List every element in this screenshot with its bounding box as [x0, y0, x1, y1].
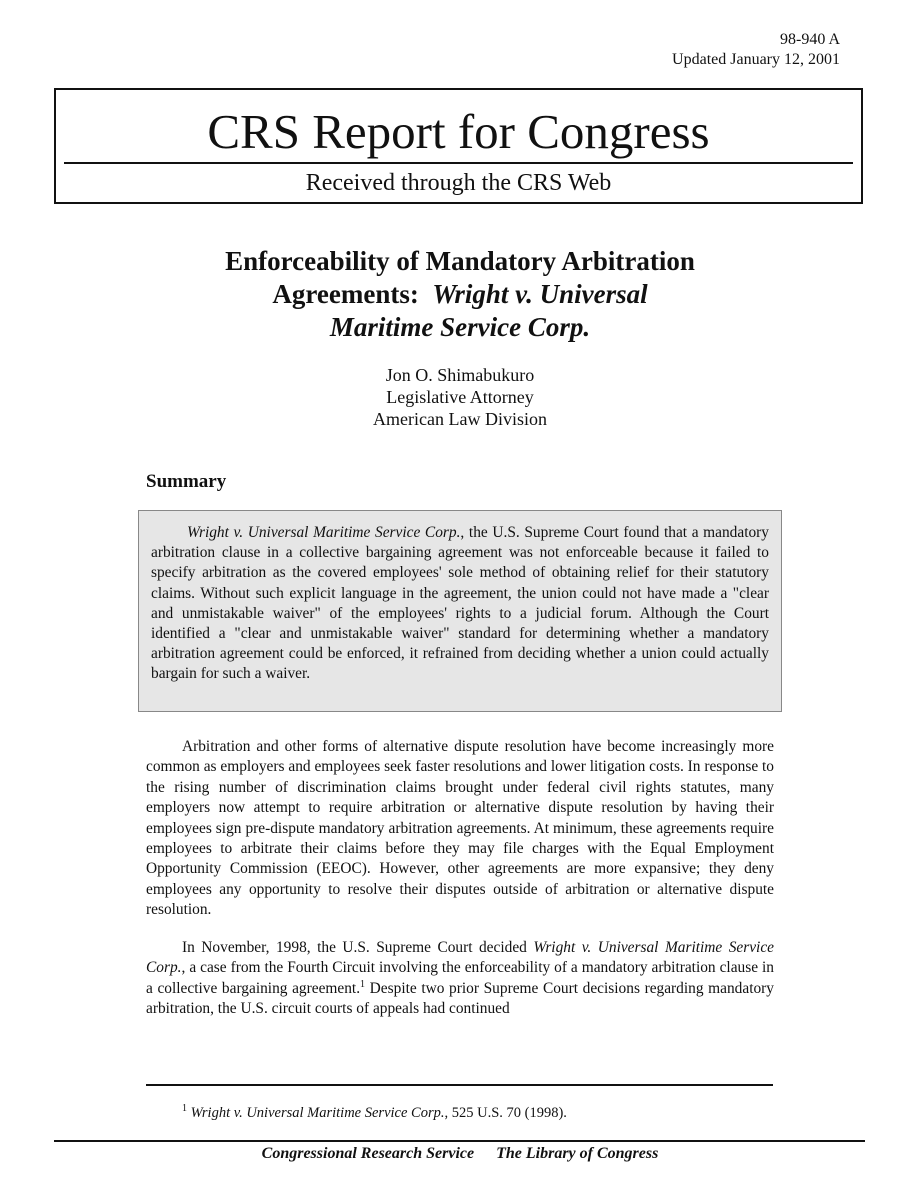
paragraph-2-lead: In November, 1998, the U.S. Supreme Court decided [182, 939, 527, 956]
title-line-2 [120, 278, 800, 311]
footnote-citation: , 525 U.S. 70 (1998). [444, 1105, 567, 1121]
report-identifier [672, 30, 840, 70]
author-name: Jon O. Shimabukuro [385, 365, 535, 385]
header-divider [64, 162, 853, 164]
footer-library: The Library of Congress [496, 1145, 659, 1162]
title-line-3-case: Maritime Service Corp. [329, 312, 591, 342]
paragraph-2-tail: Despite two prior Supreme Court decisions regarding mandatory arbitration, the U.S. circuit courts of appeals had continued [146, 979, 774, 1018]
summary-case-name: Wright v. Universal Maritime Service Corp. [187, 524, 461, 541]
paragraph-2-case: Wright v. Universal Maritime Service Corp. [146, 939, 774, 977]
footer-divider [54, 1140, 865, 1142]
footnote-mark: 1 [182, 1103, 187, 1115]
summary-heading: Summary [146, 471, 227, 492]
footnote-case: Wright v. Universal Maritime Service Corp. [190, 1105, 445, 1121]
footnote-divider [146, 1084, 773, 1086]
title-line-1: Enforceability of Mandatory Arbitration [225, 246, 695, 276]
report-number: 98-940 A [780, 31, 840, 48]
summary-text: , the U.S. Supreme Court found that a mandatory arbitration clause in a collective bargaining agreement was not enforceable because it failed to specify arbitration as the covered employees' sole method of obtaining relief for their statutory claims. Without such explicit language in the agreement, the union could not have made a "clear and unmistakable waiver" of the employees' rights to a judicial forum. Although the Court identified a "clear and unmistakable waiver" standard for determining whether a mandatory arbitration agreement could be enforced, it refrained from deciding whether a union could actually bargain for such a waiver. [151, 524, 769, 683]
report-header-box [54, 88, 863, 204]
footnote [182, 1104, 567, 1122]
paragraph-2-mid: , a case from the Fourth Circuit involving the enforceability of a mandatory arbitration clause in a collective bargaining agreement. [146, 959, 774, 997]
author-division: American Law Division [373, 409, 547, 429]
author-block [0, 364, 920, 430]
body-paragraph-1: Arbitration and other forms of alternative dispute resolution have become increasingly more common as employers and employees seek faster resolutions and lower litigation costs. In response to the rising number of discrimination claims brought under federal civil rights statutes, many employers now attempt to require arbitration or alternative dispute resolution by having their employees sign pre-dispute mandatory arbitration agreements. At minimum, these agreements require employees to arbitrate their claims before they may file charges with the Equal Employment Opportunity Commission (EEOC). However, other agreements are more expansive; they deny employees any opportunity to resolve their disputes outside of arbitration or alternative dispute resolution. [146, 738, 774, 919]
footnote-reference: 1 [360, 978, 366, 990]
author-role: Legislative Attorney [386, 387, 534, 407]
page-footer [0, 1144, 920, 1164]
header-title: CRS Report for Congress [207, 104, 710, 159]
header-subtitle: Received through the CRS Web [305, 170, 612, 196]
document-title [120, 245, 800, 344]
footer-crs: Congressional Research Service [261, 1145, 475, 1162]
summary-box [138, 510, 782, 712]
title-line-2-case: Wright v. Universal [432, 279, 648, 309]
report-updated-date: Updated January 12, 2001 [672, 51, 840, 68]
title-line-2-prefix: Agreements: [272, 279, 419, 309]
body-paragraph-2 [146, 938, 774, 1020]
title-line-3 [120, 311, 800, 344]
